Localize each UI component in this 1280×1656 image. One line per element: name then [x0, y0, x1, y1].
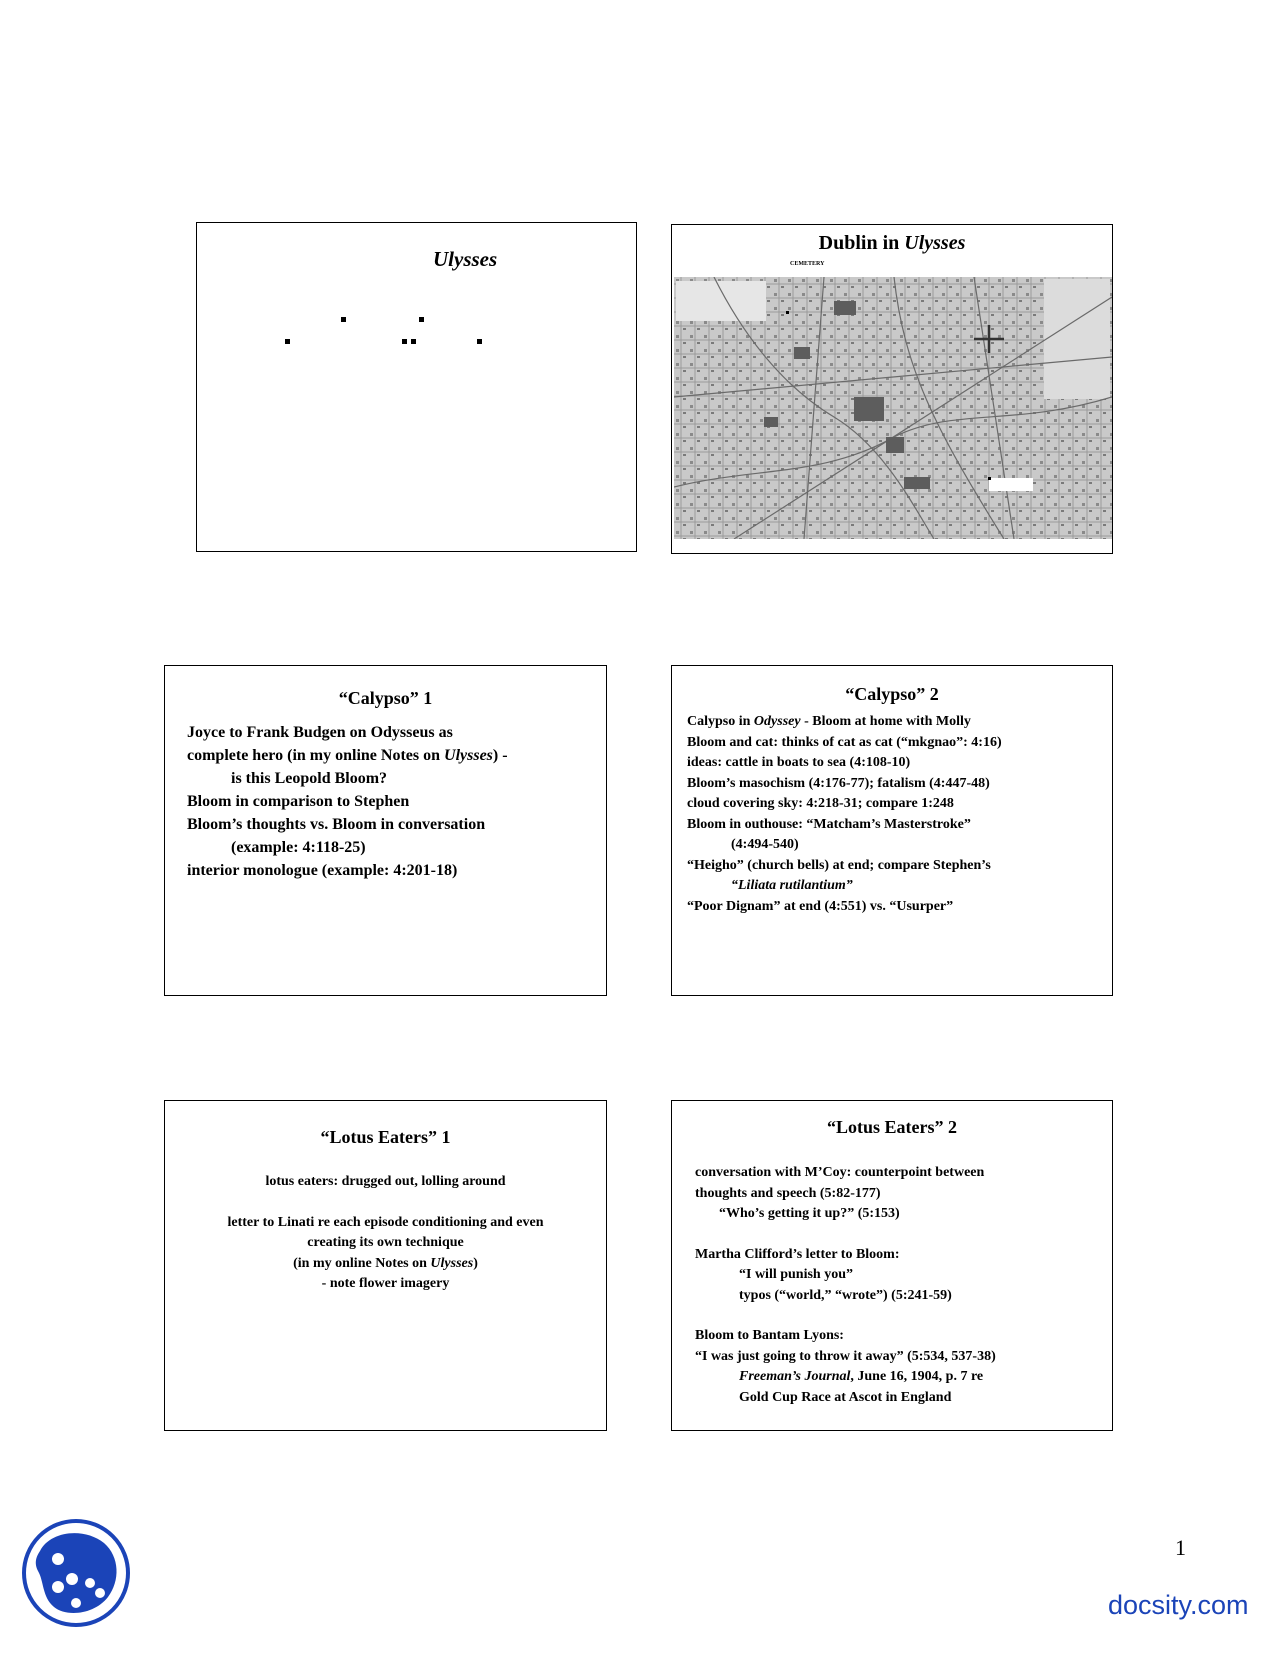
text-line: (4:494-540) — [731, 837, 799, 852]
slide-calypso-1 — [164, 665, 607, 996]
text-line: thoughts and speech (5:82-177) — [695, 1185, 881, 1201]
text-line: Martha Clifford’s letter to Bloom: — [695, 1246, 900, 1262]
text-line: complete hero (in my online Notes on Ulysses) - — [187, 747, 508, 764]
quote-marks-row-1 — [341, 313, 441, 332]
slide-title: “Calypso” 2 — [845, 684, 939, 704]
text-line: “I was just going to throw it away” (5:534, 537-38) — [695, 1348, 996, 1364]
text-line: Bloom and cat: thinks of cat as cat (“mkgnao”: 4:16) — [687, 734, 1002, 750]
map-label-cemetery: CEMETERY — [790, 261, 825, 267]
slide-title: “Lotus Eaters” 1 — [320, 1127, 451, 1147]
text-line: Bloom in comparison to Stephen — [187, 793, 410, 810]
slide-title: “Calypso” 1 — [338, 688, 433, 708]
slide-body — [695, 1163, 1105, 1408]
slide-title: Ulysses — [433, 247, 498, 271]
text-line: ideas: cattle in boats to sea (4:108-10) — [687, 755, 911, 770]
text-line: “I will punish you” — [739, 1267, 853, 1282]
slide-calypso-2 — [671, 665, 1113, 996]
text-line: creating its own technique — [307, 1235, 464, 1250]
text-line: “Poor Dignam” at end (4:551) vs. “Usurper” — [687, 898, 954, 914]
slide-lotus-eaters-1 — [164, 1100, 607, 1431]
dublin-map-image — [674, 277, 1112, 539]
text-line: lotus eaters: drugged out, lolling around — [265, 1174, 506, 1189]
docsity-logo-icon[interactable] — [20, 1517, 132, 1629]
text-line: typos (“world,” “wrote”) (5:241-59) — [739, 1287, 952, 1303]
slide-ulysses-title — [196, 222, 637, 552]
text-line: Gold Cup Race at Ascot in England — [739, 1389, 952, 1405]
slide-dublin-map — [671, 224, 1113, 554]
slide-body — [187, 721, 597, 882]
text-line: conversation with M’Coy: counterpoint between — [695, 1165, 985, 1180]
text-line: cloud covering sky: 4:218-31; compare 1:248 — [687, 796, 954, 811]
slide-body — [165, 1172, 606, 1295]
slide-title: Dublin in Ulysses — [818, 232, 966, 254]
text-line: - note flower imagery — [321, 1276, 450, 1291]
text-line: Calypso in Odyssey - Bloom at home with Molly — [687, 714, 971, 729]
docsity-link[interactable]: docsity.com — [1108, 1590, 1249, 1620]
slide-title: “Lotus Eaters” 2 — [827, 1117, 957, 1137]
text-line: Bloom’s thoughts vs. Bloom in conversation — [187, 816, 486, 833]
text-line: (example: 4:118-25) — [231, 839, 366, 856]
slide-body — [687, 712, 1107, 917]
text-line: “Heigho” (church bells) at end; compare Stephen’s — [687, 857, 991, 873]
slide-lotus-eaters-2 — [671, 1100, 1113, 1431]
text-line: interior monologue (example: 4:201-18) — [187, 862, 458, 879]
text-line: Bloom to Bantam Lyons: — [695, 1328, 844, 1343]
text-line: Bloom in outhouse: “Matcham’s Masterstroke” — [687, 816, 971, 832]
text-line: letter to Linati re each episode conditioning and even — [227, 1214, 544, 1230]
text-line: Freeman’s Journal, June 16, 1904, p. 7 re — [739, 1369, 984, 1384]
text-line: is this Leopold Bloom? — [231, 770, 388, 787]
text-line: “Who’s getting it up?” (5:153) — [719, 1206, 900, 1221]
text-line: Bloom’s masochism (4:176-77); fatalism (4:447-48) — [687, 775, 990, 791]
text-line: Joyce to Frank Budgen on Odysseus as — [187, 724, 453, 741]
page-number: 1 — [1175, 1535, 1186, 1560]
text-line: “Liliata rutilantium” — [731, 878, 853, 893]
text-line: (in my online Notes on Ulysses) — [293, 1255, 478, 1271]
quote-marks-row-2 — [285, 335, 495, 354]
